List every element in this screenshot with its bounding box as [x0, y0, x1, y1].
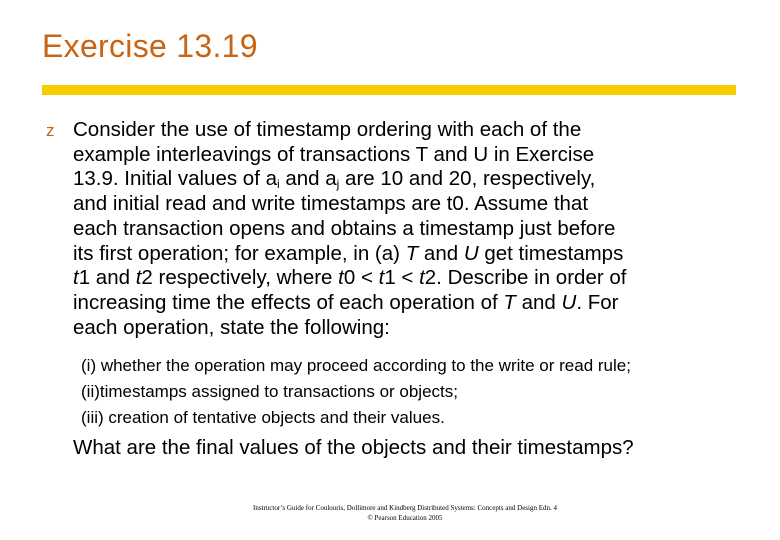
exercise-paragraph — [73, 118, 745, 340]
italic-t: t — [419, 266, 425, 290]
footer-copyright: © Pearson Education 2005 — [367, 514, 443, 522]
italic-U: U — [463, 241, 479, 265]
text: its first operation; for example, in (a) — [73, 241, 406, 265]
text: 13.9. Initial values of a — [73, 167, 277, 191]
sub-item: (iii) creation of tentative objects and their values. — [81, 408, 445, 427]
italic-U: U — [561, 290, 577, 314]
text: 2. Describe in order of — [424, 266, 627, 290]
text: are 10 and 20, respectively, — [339, 167, 596, 191]
subscript-i: i — [277, 177, 280, 192]
text: example interleavings of transactions T and U in Exercise — [73, 142, 595, 166]
text: and — [418, 241, 464, 265]
italic-t: t — [378, 266, 385, 290]
text: 2 respectively, where — [141, 266, 339, 290]
z-bullet-icon: z — [46, 121, 55, 140]
paragraph-line — [73, 167, 745, 192]
paragraph-line — [73, 291, 745, 316]
slide-title: Exercise 13.19 — [42, 28, 258, 64]
italic-T: T — [405, 241, 419, 265]
title-divider — [42, 85, 736, 95]
sub-item: (i) whether the operation may proceed according to the write or read rule; — [81, 356, 631, 375]
text: and — [515, 290, 562, 314]
italic-T: T — [503, 290, 516, 314]
text: each transaction opens and obtains a timestamp just before — [73, 216, 616, 240]
paragraph-line — [73, 192, 745, 217]
text: and a — [279, 167, 337, 191]
text: . For — [576, 290, 619, 314]
paragraph-line — [73, 143, 745, 168]
paragraph-line — [73, 118, 745, 143]
sub-item: (ii)timestamps assigned to transactions or objects; — [81, 382, 458, 401]
text: and initial read and write timestamps are t0. Assume that — [73, 192, 589, 216]
text: 1 < — [384, 266, 420, 290]
final-question: What are the final values of the objects and their timestamps? — [73, 436, 634, 459]
paragraph-line — [73, 266, 745, 291]
paragraph-line — [73, 242, 745, 267]
sub-item-list — [81, 353, 631, 431]
text: Consider the use of timestamp ordering with each of the — [73, 118, 582, 141]
italic-t: t — [338, 266, 344, 290]
text: get timestamps — [478, 241, 624, 265]
paragraph-line — [73, 217, 745, 242]
text: each operation, state the following: — [73, 315, 390, 339]
text: increasing time the effects of each operation of — [73, 290, 504, 314]
italic-t: t — [135, 266, 142, 290]
italic-t: t — [73, 266, 79, 290]
text: 1 and — [78, 266, 136, 290]
paragraph-line — [73, 316, 745, 341]
subscript-j: j — [336, 177, 340, 192]
text: 0 < — [343, 266, 379, 290]
footer-credit: Instructor’s Guide for Coulouris, Dollimore and Kindberg Distributed Systems: Concepts and Design Edn. 4 — [252, 504, 557, 512]
slide-footer — [0, 503, 780, 523]
